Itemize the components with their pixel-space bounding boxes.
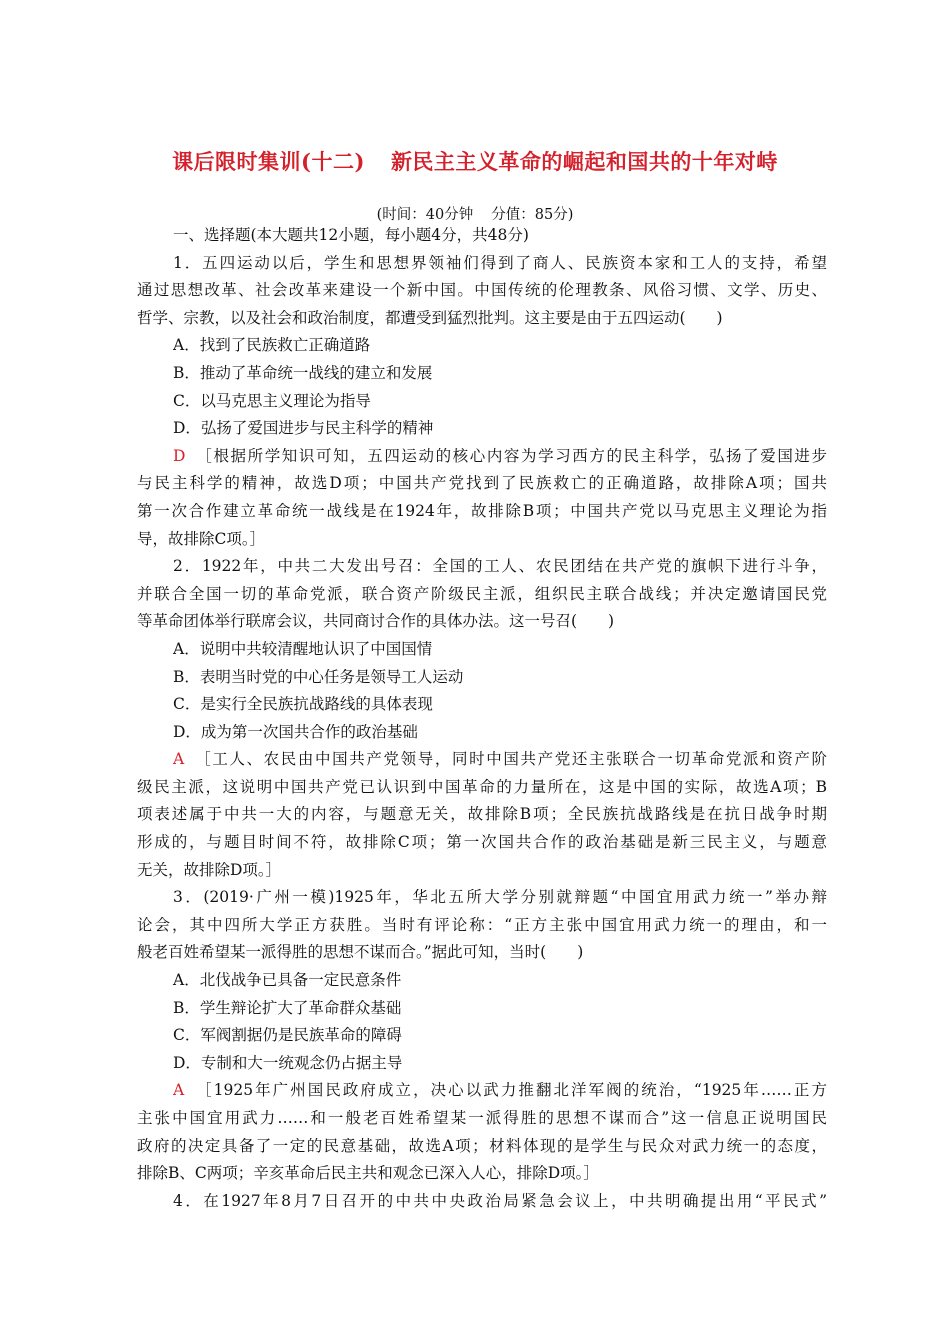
option-a: A．北伐战争已具备一定民意条件 [173,971,402,990]
question-2 [137,553,827,884]
explanation-line: 主张中国宜用武力……和一般老百姓希望某一派得胜的思想不谋而合”这一信息正说明国民 [137,1109,827,1127]
explanation-line [137,443,827,471]
explanation-line: 形成的，与题目时间不符，故排除C项；第一次国共合作的政治基础是新三民主义，与题意 [137,833,827,852]
explanation-text: ［1925年广州国民政府成立，决心以武力推翻北洋军阀的统治，“1925年……正方 [203,1081,827,1100]
question-stem-line: 通过思想改革、社会改革来建设一个新中国。中国传统的伦理教条、风俗习惯、文学、历史、 [137,281,827,300]
explanation-line: 级民主派，这说明中国共产党已认识到中国革命的力量所在，这是中国的实际，故选A项；B [137,777,827,796]
page-title [0,146,950,176]
question-stem-line: 4．在1927年8月7日召开的中共中央政治局紧急会议上，中共明确提出用“平民式” [173,1191,827,1210]
question-stem-line: 等革命团体举行联席会议，共同商讨合作的具体办法。这一号召( ) [137,612,615,631]
option-d: D．弘扬了爱国进步与民主科学的精神 [173,419,434,438]
section-heading: 一、选择题(本大题共12小题，每小题4分，共48分) [173,226,529,244]
option-c: C．是实行全民族抗战路线的具体表现 [173,695,433,714]
question-stem-line: 3．(2019·广州一模)1925年，华北五所大学分别就辩题“中国宜用武力统一”举办辩 [173,888,827,907]
option-b: B．推动了革命统一战线的建立和发展 [173,363,433,382]
question-1 [137,250,827,554]
option-d: D．专制和大一统观念仍占据主导 [173,1053,403,1072]
option-c: C．军阀割据仍是民族革命的障碍 [173,1026,402,1045]
explanation-line [137,1077,827,1105]
option-d: D．成为第一次国共合作的政治基础 [173,722,418,741]
explanation-line: 导，故排除C项。］ [137,529,266,548]
answer-letter: A [173,1081,185,1100]
explanation-line [137,746,827,774]
total-score: 分值：85分) [491,207,574,223]
explanation-line: 与民主科学的精神，故选D项；中国共产党找到了民族救亡的正确道路，故排除A项；国共 [137,474,827,493]
title-part-1: 课后限时集训(十二) [172,149,365,174]
option-b: B．学生辩论扩大了革命群众基础 [173,998,402,1017]
option-b: B．表明当时党的中心任务是领导工人运动 [173,667,464,686]
answer-letter: D [173,446,186,465]
explanation-text: ［根据所学知识可知，五四运动的核心内容为学习西方的民主科学，弘扬了爱国进步 [204,446,827,465]
option-a: A．说明中共较清醒地认识了中国国情 [173,639,433,658]
question-stem-line: 般老百姓希望某一派得胜的思想不谋而合。”据此可知，当时( ) [137,943,584,962]
explanation-line: 第一次合作建立革命统一战线是在1924年，故排除B项；中国共产党以马克思主义理论为指 [137,501,827,520]
exam-meta [0,203,950,224]
question-stem-line: 1．五四运动以后，学生和思想界领袖们得到了商人、民族资本家和工人的支持，希望 [173,253,827,272]
explanation-text: ［工人、农民由中国共产党领导，同时中国共产党还主张联合一切革命党派和资产阶 [202,750,827,769]
title-part-2: 新民主主义革命的崛起和国共的十年对峙 [390,149,778,174]
question-stem-line: 哲学、宗教，以及社会和政治制度，都遭受到猛烈批判。这主要是由于五四运动( ) [137,308,723,327]
explanation-line: 无关，故排除D项。］ [137,860,282,879]
answer-letter: A [173,750,185,769]
document-body [137,222,827,1215]
question-stem-line: 2．1922年，中共二大发出号召：全国的工人、农民团结在共产党的旗帜下进行斗争， [173,557,827,576]
question-4 [137,1188,827,1216]
option-c: C．以马克思主义理论为指导 [173,391,371,410]
question-stem-line: 论会，其中四所大学正方获胜。当时有评论称：“正方主张中国宜用武力统一的理由，和一 [137,915,827,934]
explanation-line: 排除B、C两项；辛亥革命后民主共和观念已深入人心，排除D项。］ [137,1164,599,1183]
option-a: A．找到了民族救亡正确道路 [173,336,371,355]
time-limit: (时间：40分钟 [376,207,474,223]
explanation-line: 政府的决定具备了一定的民意基础，故选A项；材料体现的是学生与民众对武力统一的态度， [137,1136,827,1155]
question-stem-line: 并联合全国一切的革命党派，联合资产阶级民主派，组织民主联合战线；并决定邀请国民党 [137,584,827,603]
question-3 [137,884,827,1188]
explanation-line: 项表述属于中共一大的内容，与题意无关，故排除B项；全民族抗战路线是在抗日战争时期 [137,805,827,824]
